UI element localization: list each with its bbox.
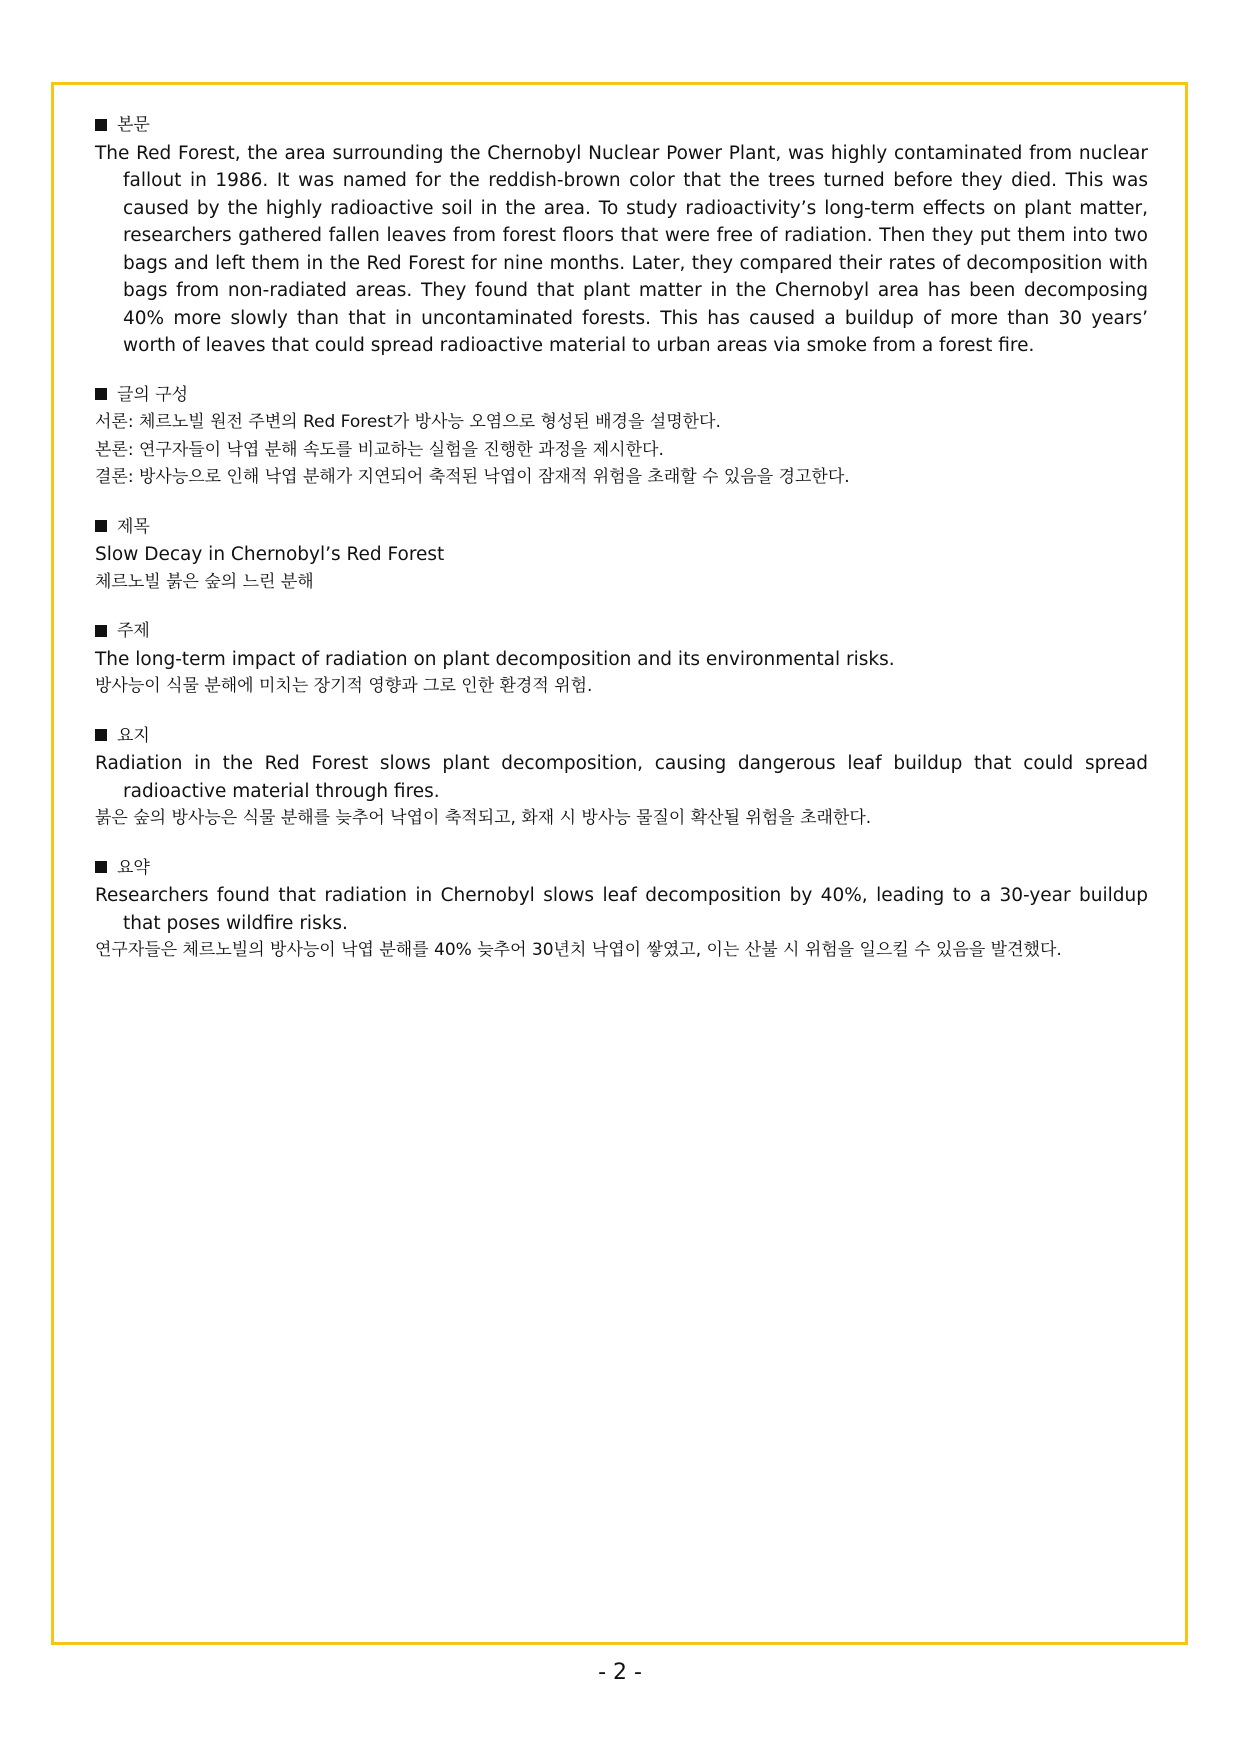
section-heading-label: 주제 [117,621,150,641]
page-number: - 2 - [598,1660,642,1685]
section-structure [95,382,1148,492]
section-heading [95,723,1148,751]
section-heading-label: 제목 [117,516,150,537]
section-heading [95,618,1148,646]
structure-intro: 서론: 체르노빌 원전 주변의 Red Forest가 방사능 오염으로 형성된 배경을 설명한다. [95,412,721,432]
section-summary [95,855,1148,965]
page-frame [51,82,1188,1645]
section-heading [95,112,1148,140]
square-bullet-icon [95,520,107,532]
section-heading-label: 본문 [117,115,150,135]
section-heading-label: 글의 구성 [117,384,189,405]
section-heading [95,514,1148,542]
section-heading-label: 요지 [117,725,150,746]
square-bullet-icon [95,119,107,131]
title-english: Slow Decay in Chernobyl’s Red Forest [95,544,445,565]
body-paragraph: The Red Forest, the area surrounding the Chernobyl Nuclear Power Plant, was highly contaminated from nuclear fallout in 1986. It was named for the reddish-brown color that the trees turned before they died. This was caused by the highly radioactive soil in the area. To study radioactivity’s long-term effects on plant matter, researchers gathered fallen leaves from forest floors that were free of radiation. Then they put them into two bags and left them in the Red Forest for nine months. Later, they compared their rates of decomposition with bags from non-radiated areas. They found that plant matter in the Chernobyl area has been decomposing 40% more slowly than that in uncontaminated forests. This has caused a buildup of more than 30 years’ worth of leaves that could spread radioactive material to urban areas via smoke from a forest fire. [95,142,1148,356]
section-body [95,112,1148,360]
square-bullet-icon [95,861,107,873]
title-korean: 체르노빌 붉은 숲의 느린 분해 [95,571,314,592]
theme-korean: 방사능이 식물 분해에 미치는 장기적 영향과 그로 인한 환경적 위험. [95,676,593,696]
structure-main: 본론: 연구자들이 낙엽 분해 속도를 비교하는 실험을 진행한 과정을 제시한다. [95,439,664,460]
section-heading [95,382,1148,410]
section-heading [95,855,1148,883]
section-gist [95,723,1148,833]
summary-english: Researchers found that radiation in Chernobyl slows leaf decomposition by 40%, leading to a 30-year buildup that poses wildfire risks. [95,885,1148,934]
section-title [95,514,1148,597]
gist-korean: 붉은 숲의 방사능은 식물 분해를 늦추어 낙엽이 축적되고, 화재 시 방사능 물질이 확산될 위험을 초래한다. [95,808,872,828]
document-content [95,112,1148,987]
gist-english: Radiation in the Red Forest slows plant decomposition, causing dangerous leaf buildup that could spread radioactive material through fires. [95,753,1148,802]
theme-english: The long-term impact of radiation on plant decomposition and its environmental risks. [95,648,895,670]
summary-korean: 연구자들은 체르노빌의 방사능이 낙엽 분해를 40% 늦추어 30년치 낙엽이 쌓였고, 이는 산불 시 위험을 일으킬 수 있음을 발견했다. [95,940,1062,960]
section-theme [95,618,1148,701]
square-bullet-icon [95,729,107,741]
structure-conclusion: 결론: 방사능으로 인해 낙엽 분해가 지연되어 축적된 낙엽이 잠재적 위험을 초래할 수 있음을 경고한다. [95,467,850,487]
square-bullet-icon [95,388,107,400]
square-bullet-icon [95,625,107,637]
section-heading-label: 요약 [117,857,150,878]
